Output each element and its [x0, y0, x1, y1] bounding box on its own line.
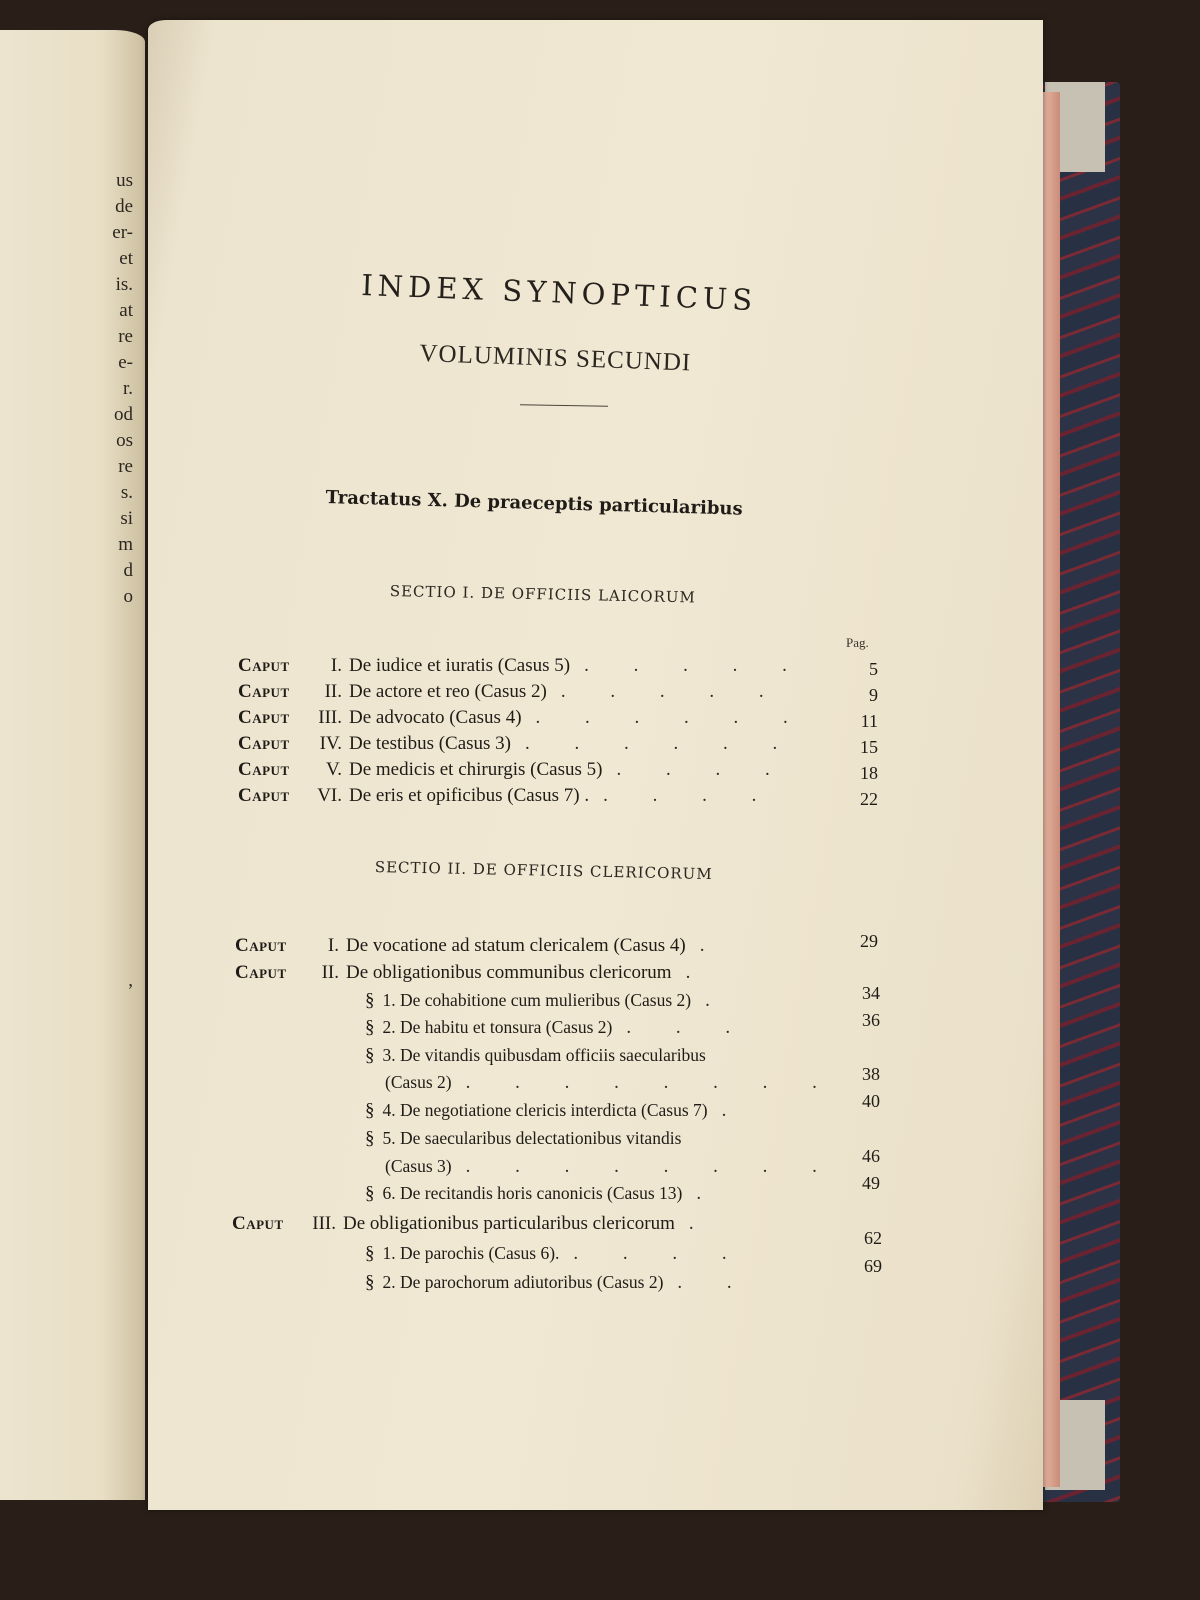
leader-dots: .: [699, 935, 725, 956]
left-page-fragment: re: [118, 326, 133, 347]
left-page-fragment: de: [115, 196, 133, 217]
leader-dots: . .: [677, 1272, 752, 1293]
leader-dots: . . . .: [573, 1243, 747, 1264]
entry-title: De vocatione ad statum clericalem (Casus 4): [346, 935, 686, 956]
page-number: 69: [864, 1256, 882, 1276]
section-symbol: §: [365, 990, 375, 1011]
toc-subentry: [365, 1017, 750, 1043]
toc-subentry: [385, 1156, 837, 1182]
section-heading-1: SECTIO I. DE OFFICIIS LAICORUM: [389, 582, 697, 607]
left-page: [0, 30, 145, 1500]
toc-entry: [238, 681, 784, 707]
caput-label: Caput: [238, 759, 290, 780]
entry-title: De obligationibus communibus clericorum: [346, 962, 672, 983]
left-page-fragment: at: [119, 300, 133, 321]
entry-title: (Casus 3): [385, 1156, 452, 1176]
toc-subentry: [365, 1045, 706, 1071]
toc-entry: [238, 759, 790, 785]
toc-subentry: [385, 1072, 837, 1098]
caput-number: V.: [325, 759, 342, 780]
leader-dots: . . . .: [603, 785, 777, 806]
left-page-fragment: s.: [120, 482, 133, 503]
caput-number: II.: [321, 962, 339, 983]
page-number: 36: [862, 1010, 880, 1030]
caput-label: Caput: [238, 733, 290, 754]
caput-number: III.: [318, 707, 342, 728]
toc-entry: [235, 935, 725, 961]
toc-subentry: [365, 990, 730, 1016]
caput-label: Caput: [238, 785, 290, 806]
toc-subentry: [365, 1128, 681, 1154]
leader-dots: . . . . . . . .: [465, 1072, 837, 1093]
page-subtitle: VOLUMINIS SECUNDI: [419, 340, 692, 377]
left-page-fragment: si: [120, 508, 133, 529]
entry-title: 2. De parochorum adiutoribus (Casus 2): [382, 1272, 664, 1292]
section-symbol: §: [365, 1045, 375, 1066]
section-symbol: §: [365, 1128, 375, 1149]
left-page-fragment: od: [114, 404, 133, 425]
leader-dots: .: [685, 962, 711, 983]
entry-title: De advocato (Casus 4): [349, 707, 522, 728]
page-number: 40: [862, 1091, 880, 1111]
entry-title: 3. De vitandis quibusdam officiis saecularibus: [382, 1045, 706, 1065]
caput-label: Caput: [235, 935, 287, 956]
toc-subentry: [365, 1183, 721, 1209]
page-number: 62: [864, 1228, 882, 1248]
caput-label: Caput: [238, 707, 290, 728]
left-page-fragment: m: [118, 534, 133, 555]
page-number: 38: [862, 1064, 880, 1084]
leader-dots: . . .: [626, 1017, 751, 1038]
page-number: 46: [862, 1146, 880, 1166]
section-heading-2: SECTIO II. DE OFFICIIS CLERICORUM: [374, 858, 713, 884]
leader-dots: . . . . .: [560, 681, 784, 702]
leader-dots: . . . . . . . .: [465, 1156, 837, 1177]
caput-label: Caput: [232, 1213, 284, 1234]
section-symbol: §: [365, 1272, 375, 1293]
left-page-fragment: e-: [118, 352, 133, 373]
toc-entry: [238, 707, 808, 733]
toc-entry: [238, 655, 807, 681]
page-number: 11: [860, 711, 878, 731]
entry-title: De iudice et iuratis (Casus 5): [349, 655, 571, 676]
leader-dots: . . . . . .: [535, 707, 808, 728]
left-page-fragment: r.: [122, 378, 133, 399]
left-page-fragment: re: [118, 456, 133, 477]
entry-title: De medicis et chirurgis (Casus 5): [349, 759, 603, 780]
caput-number: III.: [312, 1213, 336, 1234]
section-symbol: §: [365, 1243, 375, 1264]
left-page-fragment: er-: [112, 222, 133, 243]
page-number: 9: [869, 685, 878, 705]
toc-entry: [238, 785, 776, 811]
toc-entry: [238, 733, 797, 759]
toc-entry: [232, 1213, 714, 1239]
caput-number: IV.: [319, 733, 342, 754]
left-page-fragment: et: [119, 248, 133, 269]
entry-title: 2. De habitu et tonsura (Casus 2): [382, 1017, 613, 1037]
entry-title: 6. De recitandis horis canonicis (Casus 13): [382, 1183, 683, 1203]
toc-subentry: [365, 1100, 746, 1126]
left-page-fragment: us: [116, 170, 133, 191]
leader-dots: . . . . . .: [525, 733, 798, 754]
page-number: 22: [860, 789, 878, 809]
page-number: 15: [860, 737, 878, 757]
section-symbol: §: [365, 1017, 375, 1038]
section-symbol: §: [365, 1100, 375, 1121]
entry-title: 5. De saecularibus delectationibus vitandis: [382, 1128, 682, 1148]
page-number: 5: [869, 659, 878, 679]
toc-subentry: [365, 1243, 747, 1269]
caput-number: VI.: [317, 785, 342, 806]
tractatus-heading: Tractatus X. De praeceptis particularibus: [325, 487, 743, 520]
entry-title: De obligationibus particularibus clericorum: [343, 1213, 675, 1234]
page-number: 34: [862, 983, 880, 1003]
entry-title: 1. De parochis (Casus 6).: [382, 1243, 560, 1263]
left-page-fragment: o: [123, 586, 133, 607]
section-symbol: §: [365, 1183, 375, 1204]
caput-number: II.: [324, 681, 342, 702]
left-page-fragment: is.: [115, 274, 133, 295]
leader-dots: .: [688, 1213, 714, 1234]
entry-title: De testibus (Casus 3): [349, 733, 512, 754]
leader-dots: .: [721, 1100, 747, 1121]
page-number: 29: [860, 931, 878, 951]
leader-dots: .: [696, 1183, 722, 1204]
caput-label: Caput: [238, 681, 290, 702]
leader-dots: . . . . .: [584, 655, 807, 676]
left-page-fragment: os: [116, 430, 133, 451]
left-page-fragment: ,: [128, 970, 133, 991]
caput-label: Caput: [235, 962, 287, 983]
entry-title: De eris et opificibus (Casus 7) .: [349, 785, 590, 806]
page-number: 18: [860, 763, 878, 783]
caput-number: I.: [330, 655, 342, 676]
leader-dots: .: [705, 990, 730, 1011]
caput-number: I.: [327, 935, 339, 956]
entry-title: 1. De cohabitione cum mulieribus (Casus 2): [382, 990, 692, 1010]
page-title: INDEX SYNOPTICUS: [360, 268, 758, 318]
toc-subentry: [365, 1272, 752, 1298]
pag-label: Pag.: [846, 635, 869, 650]
entry-title: De actore et reo (Casus 2): [349, 681, 547, 702]
caput-label: Caput: [238, 655, 290, 676]
toc-entry: [235, 962, 710, 988]
page-number: 49: [862, 1173, 880, 1193]
entry-title: (Casus 2): [385, 1072, 452, 1092]
left-page-fragment: d: [123, 560, 133, 581]
leader-dots: . . . .: [616, 759, 790, 780]
entry-title: 4. De negotiatione clericis interdicta (Casus 7): [382, 1100, 708, 1120]
